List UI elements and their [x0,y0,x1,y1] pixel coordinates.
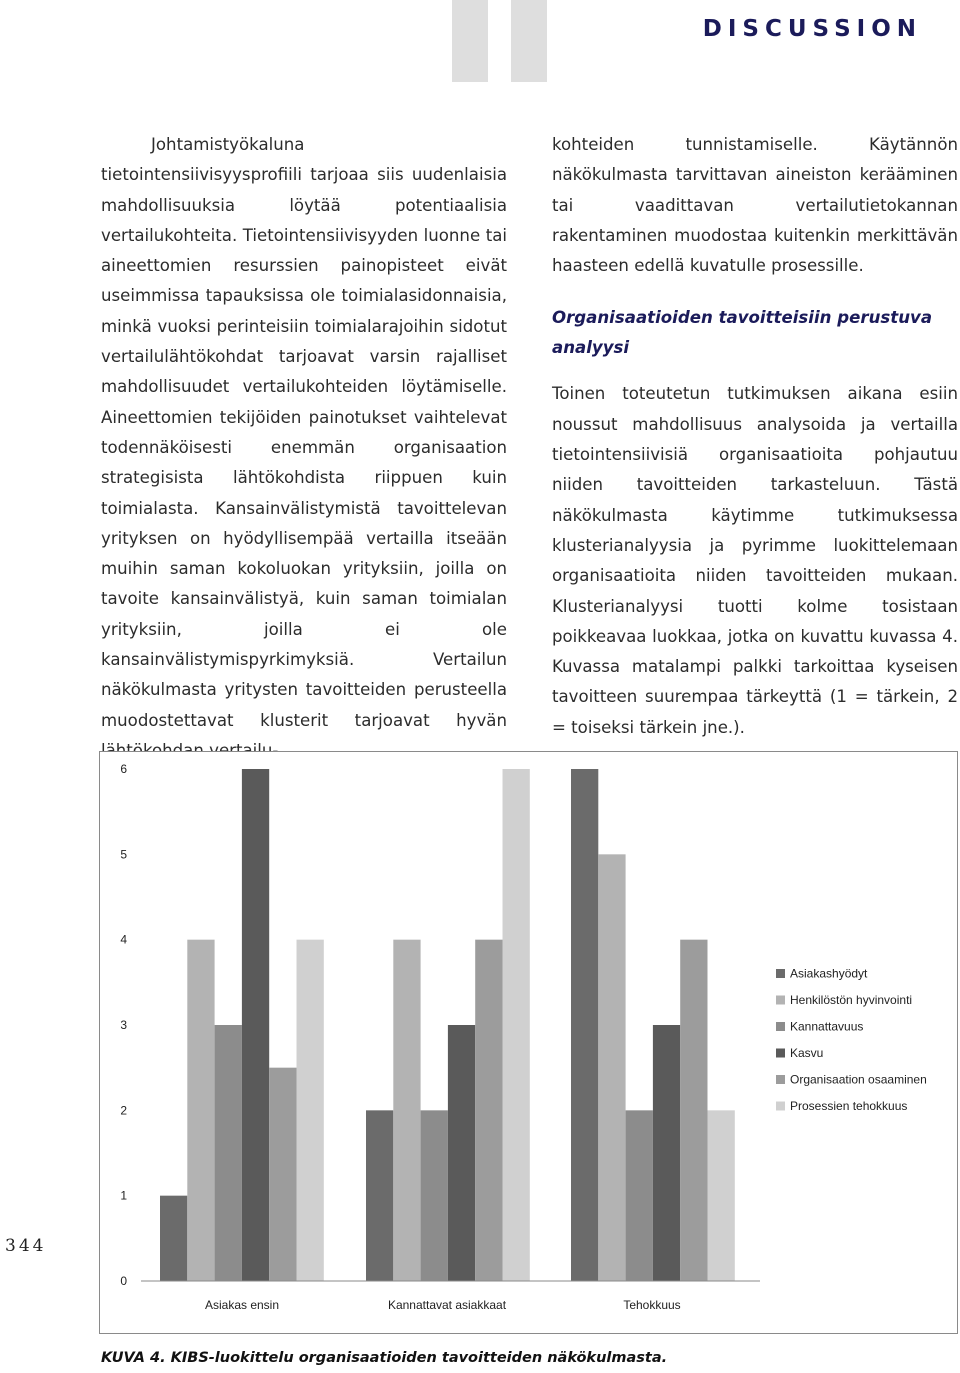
bar-kannattavuus-1 [421,1110,448,1281]
bar-henkil-st-n-hyvinvointi-2 [598,854,625,1281]
x-tick-label: Asiakas ensin [204,1298,280,1312]
body-paragraph: Johtamistyökaluna tietointensiivisyysprofiili tarjoaa siis uudenlaisia mahdollisuuksia löytää potentiaalisia vertailukohteita. Tietointensiivisyyden luonne tai aineettomien resurssien painopisteet eivät useimmissa tapauksissa ole toimialasidonnaisia, minkä vuoksi perinteisiin toimialarajoihin sidotut vertailulähtökohdat tarjoavat varsin rajalliset mahdollisuudet vertailukohteiden löytämiselle. Aineettomien tekijöiden painotukset vaihtelevat todennäköisesti enemmän organisaation strategisista lähtökohdista riippuen kuin toimialasta. Kansainvälistymistä tavoittelevan yrityksen on hyödyllisempää vertailla itseään muihin saman kokoluokan yrityksiin, joilla on tavoite kansainvälistyä, kuin saman toimialan yrityksiin, joilla ei ole kansainvälistymispyrkimyksiä. Vertailun näkökulmasta yritysten tavoitteiden perusteella muodostettavat klusterit tarjoavat hyvän [101,135,507,730]
bar-asiakashy-dyt-2 [571,769,598,1281]
y-tick-label: 0 [120,1274,127,1288]
bar-asiakashy-dyt-0 [160,1196,187,1281]
figure-caption: KUVA 4. KIBS-luokittelu organisaatioiden tavoitteiden näkökulmasta. [101,1350,668,1366]
y-tick-label: 4 [120,932,127,947]
bar-organisaation-osaaminen-2 [680,940,707,1281]
legend-swatch [776,1075,785,1084]
legend-swatch [776,996,785,1005]
y-tick-label: 1 [120,1188,127,1203]
legend-swatch [776,1102,785,1111]
bar-henkil-st-n-hyvinvointi-1 [393,940,420,1281]
legend-label: Asiakashyödyt [790,966,868,981]
bar-organisaation-osaaminen-1 [475,940,502,1281]
x-tick-label: Tehokkuus [623,1298,681,1312]
page-number: 344 [5,1236,47,1256]
y-tick-label: 2 [120,1103,127,1118]
bar-kasvu-1 [448,1025,475,1281]
legend-swatch [776,1022,785,1031]
y-tick-label: 6 [120,762,127,776]
bar-henkil-st-n-hyvinvointi-0 [187,940,214,1281]
bar-prosessien-tehokkuus-0 [297,940,324,1281]
section-subheading: Organisaatioiden tavoitteisiin perustuva analyysi [552,308,933,358]
x-tick-label: Kannattavat asiakkaat [387,1298,507,1312]
legend-swatch [776,1049,785,1058]
left-column [101,130,507,766]
bar-kasvu-2 [653,1025,680,1281]
y-tick-label: 5 [120,847,127,862]
legend-label: Organisaation osaaminen [790,1072,927,1087]
chart-frame [99,751,958,1334]
legend-label: Henkilöstön hyvinvointi [790,993,913,1007]
bar-asiakashy-dyt-1 [366,1110,393,1281]
legend-label: Kasvu [790,1046,824,1060]
bar-chart [100,752,957,1333]
bar-prosessien-tehokkuus-1 [503,769,530,1281]
bar-kannattavuus-2 [626,1110,653,1281]
header-decor-bar [452,0,488,82]
bar-kannattavuus-0 [215,1025,242,1281]
section-title: DISCUSSION [702,16,922,42]
bar-organisaation-osaaminen-0 [269,1068,296,1281]
right-column [552,130,958,743]
header-decor-bar [511,0,547,82]
bar-prosessien-tehokkuus-2 [708,1110,735,1281]
bar-kasvu-0 [242,769,269,1281]
legend-label: Kannattavuus [790,1019,864,1034]
y-tick-label: 3 [120,1018,127,1032]
legend-label: Prosessien tehokkuus [790,1099,908,1113]
body-paragraph: Toinen toteutetun tutkimuksen aikana esiin noussut mahdollisuus analysoida ja vertailla tietointensiivisiä organisaatioita pohjautuu niiden tavoitteiden tarkasteluun. Tästä näkökulmasta käytimme tutkimuksessa klusterianalyysia ja pyrimme luokittelemaan organisaatioita niiden tavoitteiden mukaan. Klusterianalyysi tuotti kolme tosistaan poikkeavaa luokkaa, jotka on kuvattu kuvassa 4. Kuvassa matalampi palkki tarkoittaa kyseisen tavoitteen suurempaa tärkeyttä (1 = tärkein, 2 = toiseksi tärkein jne.). [552,384,958,737]
legend-swatch [776,969,785,978]
body-paragraph: kohteiden tunnistamiselle. Käytännön näkökulmasta tarvittavan aineiston kerääminen tai vaadittavan vertailutietokannan rakentaminen muodostaa kuitenkin merkittävän haasteen edellä kuvatulle prosessille. [552,135,958,276]
